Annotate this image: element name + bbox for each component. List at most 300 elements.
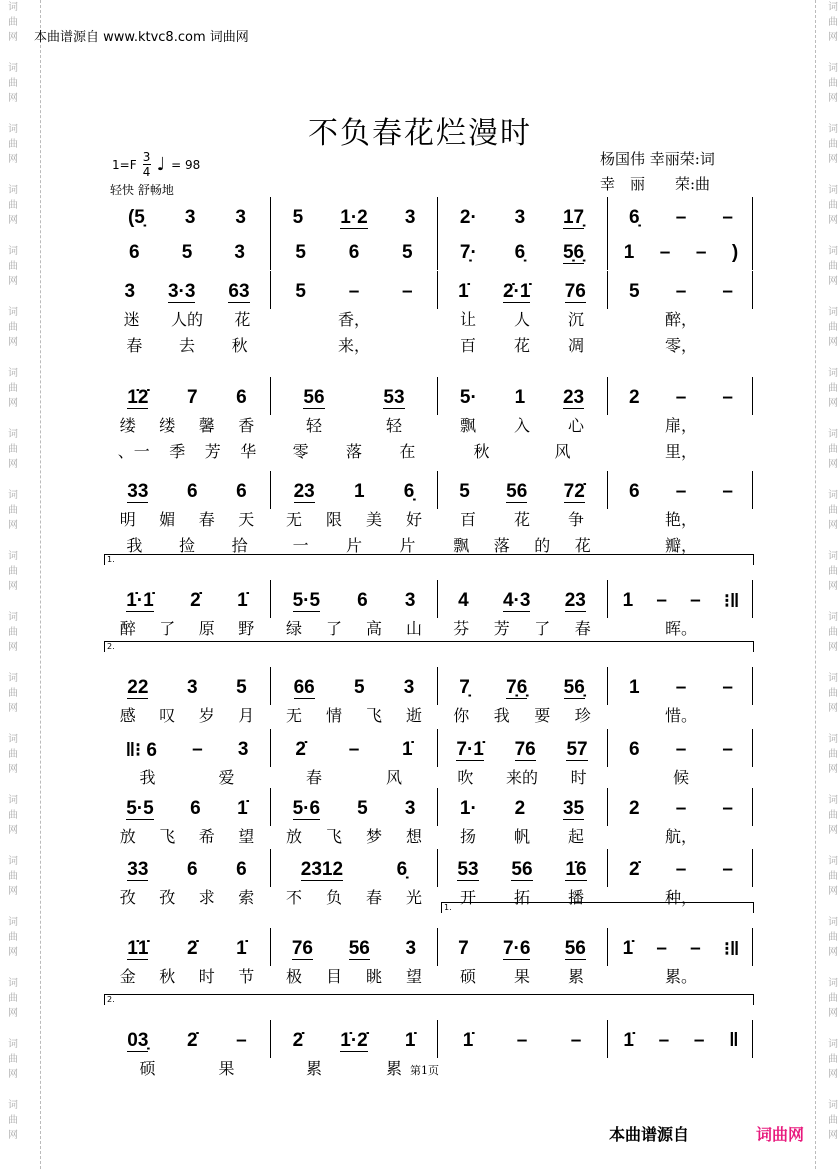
lyric-measure	[108, 333, 266, 355]
note: 7̣	[459, 677, 470, 698]
quarter-note-icon: ♩	[156, 154, 166, 175]
lyric-measure	[108, 1056, 266, 1078]
lyric-syllable: 芬	[453, 618, 470, 638]
note: 56	[506, 480, 528, 502]
measure	[611, 277, 751, 307]
note: 76	[291, 937, 313, 959]
lyric-syllable: 叹	[159, 705, 176, 725]
barline	[437, 580, 438, 618]
right-margin-line	[815, 0, 816, 1169]
note: 6	[236, 859, 247, 880]
note: 3	[404, 590, 416, 611]
watermark-text: 词 曲 网	[8, 978, 18, 1019]
measure	[441, 477, 603, 507]
footer-source: 本曲谱源自	[609, 1125, 690, 1144]
note: –	[722, 798, 733, 819]
lyric-measure	[441, 507, 603, 529]
barline	[437, 849, 438, 887]
lyric-syllable: 春	[198, 509, 215, 529]
lyric-syllable: 百	[459, 509, 476, 529]
lyric-syllable: 极	[285, 966, 302, 986]
barline	[270, 471, 271, 509]
watermark-text: 词 曲 网	[828, 2, 838, 43]
lyric-syllable: 原	[198, 618, 215, 638]
measure	[108, 203, 266, 233]
key-signature	[112, 150, 200, 179]
lyric-measure	[108, 824, 266, 846]
note: 33	[127, 480, 149, 502]
barline	[437, 729, 438, 767]
lyric-syllable: 醉	[119, 618, 136, 638]
lyric-syllable: 无	[285, 705, 302, 725]
note: 53	[383, 386, 405, 408]
lyric-syllable: 放	[119, 826, 136, 846]
note: –	[675, 481, 687, 502]
note: –	[675, 859, 687, 880]
lyric-syllable: 飞	[325, 826, 342, 846]
note: 5	[402, 242, 413, 263]
lyric-syllable: 索	[238, 887, 255, 907]
lyric-syllable: 美	[365, 509, 382, 529]
note: 5·6	[292, 797, 321, 819]
lyric-syllable: 希	[198, 826, 215, 846]
measure	[611, 1026, 751, 1056]
note: 56	[303, 386, 325, 408]
lyric-measure	[274, 703, 434, 725]
lyric-measure	[108, 413, 266, 435]
composer: 幸 丽 荣:曲	[600, 175, 711, 193]
measure	[108, 383, 266, 413]
lyric-syllable: 果	[218, 1058, 235, 1078]
barline	[607, 471, 608, 509]
measure	[274, 673, 434, 703]
lyric-syllable: 里，	[664, 441, 697, 461]
barline	[752, 197, 753, 235]
note: 35	[562, 797, 585, 819]
note: 1̇2̇	[127, 386, 149, 408]
note: 1	[622, 590, 634, 611]
note: 3	[404, 207, 416, 228]
lyric-measure	[441, 439, 603, 461]
lyric-syllable: 晖。	[664, 618, 697, 638]
note: 5̣6̣	[562, 241, 585, 263]
note: 2312	[300, 858, 344, 880]
lyric-syllable: 累。	[664, 966, 697, 986]
lyric-syllable: 一	[292, 535, 309, 555]
barline	[752, 580, 753, 618]
lyric-measure	[108, 616, 266, 638]
note: –	[656, 938, 667, 959]
lyric-syllable: 来，	[337, 335, 370, 355]
measure	[611, 855, 751, 885]
note: 6̣	[514, 242, 526, 263]
lyric-syllable: 华	[240, 441, 257, 461]
barline	[270, 1020, 271, 1058]
measure	[611, 934, 751, 964]
barline	[752, 729, 753, 767]
note: 56	[564, 937, 586, 959]
note: –	[675, 739, 687, 760]
note: 3	[403, 677, 415, 698]
note: 6	[236, 387, 247, 408]
note: 22	[127, 676, 149, 698]
note: 7·6	[502, 937, 531, 959]
measure	[274, 794, 434, 824]
watermark-text: 词 曲 网	[828, 63, 838, 104]
note: 33	[127, 858, 149, 880]
note: 2·	[459, 207, 477, 228]
watermark-text: 词 曲 网	[8, 734, 18, 775]
lyric-syllable: 好	[405, 509, 422, 529]
note: 1̇	[458, 281, 469, 302]
measure	[611, 477, 751, 507]
lyric-syllable: 香	[238, 415, 255, 435]
watermark-text: 词 曲 网	[828, 917, 838, 958]
note: –	[722, 207, 733, 228]
lyric-syllable: 月	[238, 705, 255, 725]
note: 1̇	[402, 739, 413, 760]
lyric-syllable: 帆	[513, 826, 530, 846]
note: 5·	[459, 387, 477, 408]
measure	[441, 203, 603, 233]
note: 1̇	[404, 1030, 416, 1051]
measure	[108, 934, 266, 964]
lyric-syllable: 艳，	[664, 509, 697, 529]
watermark-text: 词 曲 网	[8, 185, 18, 226]
lyric-syllable: 飞	[159, 826, 176, 846]
lyric-syllable: 果	[513, 966, 530, 986]
staff-row	[0, 855, 840, 885]
lyric-syllable: 我	[126, 535, 143, 555]
note: –	[690, 938, 701, 959]
measure	[274, 586, 434, 616]
lyric-measure	[441, 307, 603, 329]
measure	[108, 477, 266, 507]
barline	[437, 788, 438, 826]
lyric-syllable: 轻	[385, 415, 402, 435]
lyric-measure	[441, 616, 603, 638]
note: 5	[459, 481, 470, 502]
note: –	[348, 739, 360, 760]
note: 5	[357, 798, 368, 819]
note: –	[192, 739, 203, 760]
volta-bracket: 2.	[104, 994, 754, 1005]
lyric-syllable: 落	[493, 535, 510, 555]
staff-row	[0, 794, 840, 824]
lyric-syllable: 目	[325, 966, 342, 986]
lyric-syllable: 花	[513, 509, 530, 529]
volta-bracket: 1.	[104, 554, 754, 565]
lyric-syllable: 秋	[159, 966, 176, 986]
measure	[108, 1026, 266, 1056]
note: –	[693, 1030, 705, 1051]
lyric-syllable: 感	[119, 705, 136, 725]
note: 3	[124, 281, 136, 302]
barline	[752, 377, 753, 415]
barline	[752, 271, 753, 309]
note: 1̇	[462, 1030, 474, 1051]
lyric-measure	[274, 333, 434, 355]
lyric-syllable: 迷	[123, 309, 140, 329]
note: 7	[458, 938, 469, 959]
lyric-syllable: 芳	[493, 618, 510, 638]
lyric-syllable: 百	[459, 335, 476, 355]
watermark-text: 词 曲 网	[8, 1039, 18, 1080]
lyric-line	[0, 765, 840, 787]
lyric-syllable: 情	[325, 705, 342, 725]
staff-row	[0, 1026, 840, 1056]
watermark-text: 词 曲 网	[8, 612, 18, 653]
measure	[274, 855, 434, 885]
lyric-syllable: 醉，	[664, 309, 697, 329]
note: 23	[293, 480, 315, 502]
lyric-measure	[274, 616, 434, 638]
lyric-measure	[108, 507, 266, 529]
footer-site: 词曲网	[756, 1125, 805, 1144]
note: 1	[623, 242, 635, 263]
watermark-text: 词 曲 网	[828, 185, 838, 226]
lyric-syllable: 春	[305, 767, 322, 787]
measure	[274, 277, 434, 307]
lyric-measure	[611, 439, 751, 461]
note: 3	[234, 242, 245, 263]
note: 6	[357, 590, 368, 611]
note: 5·5	[126, 797, 154, 819]
lyricist: 杨国伟 幸丽荣:词	[600, 150, 715, 168]
note: ‖	[729, 1030, 739, 1051]
lyric-syllable: 开	[459, 887, 476, 907]
note: 3	[514, 207, 526, 228]
lyric-syllable: 想	[405, 826, 422, 846]
lyric-measure	[611, 1056, 751, 1078]
note: –	[722, 859, 733, 880]
lyric-measure	[274, 507, 434, 529]
source-note: 本曲谱源自 www.ktvc8.com 词曲网	[34, 30, 249, 45]
lyric-syllable: 零，	[664, 335, 697, 355]
watermark-text: 词 曲 网	[8, 429, 18, 470]
barline	[752, 471, 753, 509]
lyric-syllable: 累	[385, 1058, 402, 1078]
lyric-syllable: 山	[405, 618, 422, 638]
lyric-line	[0, 439, 840, 461]
barline	[607, 849, 608, 887]
watermark-text: 词 曲 网	[8, 795, 18, 836]
barline	[437, 1020, 438, 1058]
lyric-measure	[108, 533, 266, 555]
note: 6	[186, 859, 198, 880]
measure	[441, 383, 603, 413]
lyric-syllable: 馨	[198, 415, 215, 435]
note: 2	[514, 798, 526, 819]
measure	[611, 794, 751, 824]
lyric-syllable: 缕	[159, 415, 176, 435]
lyric-measure	[611, 333, 751, 355]
lyric-syllable: 春	[574, 618, 591, 638]
lyric-syllable: 孜	[119, 887, 136, 907]
lyric-line	[0, 533, 840, 555]
measure	[274, 735, 434, 765]
lyric-syllable: 片	[399, 535, 416, 555]
note: 6	[186, 481, 198, 502]
staff-row	[0, 203, 840, 233]
measure	[108, 855, 266, 885]
watermark-text: 词 曲 网	[828, 978, 838, 1019]
lyric-measure	[274, 885, 434, 907]
note: –	[675, 798, 687, 819]
measure	[441, 673, 603, 703]
measure	[274, 934, 434, 964]
lyric-syllable: 人	[513, 309, 530, 329]
barline	[437, 232, 438, 270]
watermark-text: 词 曲 网	[828, 307, 838, 348]
note: 23	[562, 386, 585, 408]
note: 1̇6	[565, 858, 587, 880]
note: 1̇	[236, 938, 247, 959]
lyric-measure	[611, 703, 751, 725]
lyric-syllable: 孜	[159, 887, 176, 907]
note: 5	[236, 677, 247, 698]
watermark-text: 词 曲 网	[828, 734, 838, 775]
lyric-syllable: 高	[365, 618, 382, 638]
watermark-text: 词 曲 网	[8, 551, 18, 592]
note: 63	[228, 280, 250, 302]
key: 1=F	[112, 157, 137, 172]
note: 76	[564, 280, 586, 302]
note: 1	[353, 481, 365, 502]
left-margin-line	[40, 0, 41, 1169]
note: –	[722, 739, 733, 760]
measure	[441, 277, 603, 307]
staff-row	[0, 477, 840, 507]
lyric-measure	[611, 765, 751, 787]
barline	[437, 471, 438, 509]
measure	[441, 586, 603, 616]
lyric-syllable: 飘	[459, 415, 476, 435]
note: 5	[295, 281, 306, 302]
barline	[607, 667, 608, 705]
barline	[437, 667, 438, 705]
lyric-measure	[108, 765, 266, 787]
lyric-syllable: 缕	[119, 415, 136, 435]
watermark-text: 词 曲 网	[828, 1039, 838, 1080]
lyric-syllable: 了	[534, 618, 551, 638]
measure	[274, 1026, 434, 1056]
barline	[607, 580, 608, 618]
note: 6	[629, 739, 640, 760]
lyric-measure	[611, 964, 751, 986]
note: 56	[348, 937, 370, 959]
note: 3	[184, 207, 196, 228]
note: 5	[353, 677, 365, 698]
lyric-measure	[441, 765, 603, 787]
barline	[437, 928, 438, 966]
lyric-syllable: 种，	[664, 887, 697, 907]
lyric-line	[0, 507, 840, 529]
note: 3	[235, 207, 246, 228]
note: –	[722, 677, 733, 698]
lyric-measure	[274, 533, 434, 555]
staff-row	[0, 277, 840, 307]
lyric-syllable: 来的	[505, 767, 538, 787]
lyric-measure	[274, 964, 434, 986]
note: –	[675, 207, 687, 228]
note: 2̇	[186, 938, 198, 959]
lyric-syllable: 放	[285, 826, 302, 846]
note: 17̣	[562, 206, 585, 228]
staff-row	[0, 586, 840, 616]
note: 1̇	[237, 590, 248, 611]
watermark-text: 词 曲 网	[8, 368, 18, 409]
staff-row	[0, 383, 840, 413]
note: 2̇	[292, 1030, 304, 1051]
barline	[270, 788, 271, 826]
lyric-syllable: 花	[234, 309, 251, 329]
lyric-syllable: 眺	[365, 966, 382, 986]
note: 6̣	[629, 207, 640, 228]
staff-row	[0, 735, 840, 765]
note: 57	[566, 738, 588, 760]
measure	[611, 383, 751, 413]
barline	[752, 928, 753, 966]
barline	[752, 232, 753, 270]
lyric-measure	[441, 824, 603, 846]
barline	[270, 729, 271, 767]
note: 1̇	[622, 938, 634, 959]
time-bottom: 4	[142, 165, 151, 179]
time-top: 3	[142, 150, 151, 164]
measure	[274, 238, 434, 268]
note: 1̇1̇	[127, 937, 149, 959]
note: –	[236, 1030, 247, 1051]
measure	[611, 735, 751, 765]
lyric-measure	[441, 413, 603, 435]
lyric-syllable: 争	[567, 509, 584, 529]
lyric-measure	[441, 703, 603, 725]
lyric-syllable: 节	[238, 966, 255, 986]
note: –	[690, 590, 701, 611]
lyric-syllable: 花	[513, 335, 530, 355]
watermark-text: 词 曲 网	[828, 1100, 838, 1141]
note: –	[516, 1030, 528, 1051]
note: 3·3	[167, 280, 196, 302]
note: 7	[186, 387, 198, 408]
barline	[607, 271, 608, 309]
lyric-syllable: 负	[325, 887, 342, 907]
note: 3	[186, 677, 198, 698]
measure	[108, 277, 266, 307]
watermark-text: 词 曲 网	[8, 2, 18, 43]
lyric-syllable: 无	[285, 509, 302, 529]
expression-mark: 轻快 舒畅地	[110, 183, 174, 197]
note: 5	[295, 242, 306, 263]
barline	[607, 729, 608, 767]
lyric-syllable: 季	[169, 441, 186, 461]
note: 6	[129, 242, 140, 263]
lyric-syllable: 航，	[664, 826, 697, 846]
note: ⁝‖	[723, 590, 740, 612]
measure	[441, 238, 603, 268]
note: –	[675, 281, 687, 302]
staff-row	[0, 934, 840, 964]
lyric-syllable: 捡	[178, 535, 195, 555]
measure	[108, 586, 266, 616]
lyric-measure	[441, 333, 603, 355]
note: 1̇	[237, 798, 248, 819]
barline	[270, 232, 271, 270]
watermark-text: 词 曲 网	[8, 246, 18, 287]
barline	[752, 1020, 753, 1058]
note: 56	[511, 858, 533, 880]
